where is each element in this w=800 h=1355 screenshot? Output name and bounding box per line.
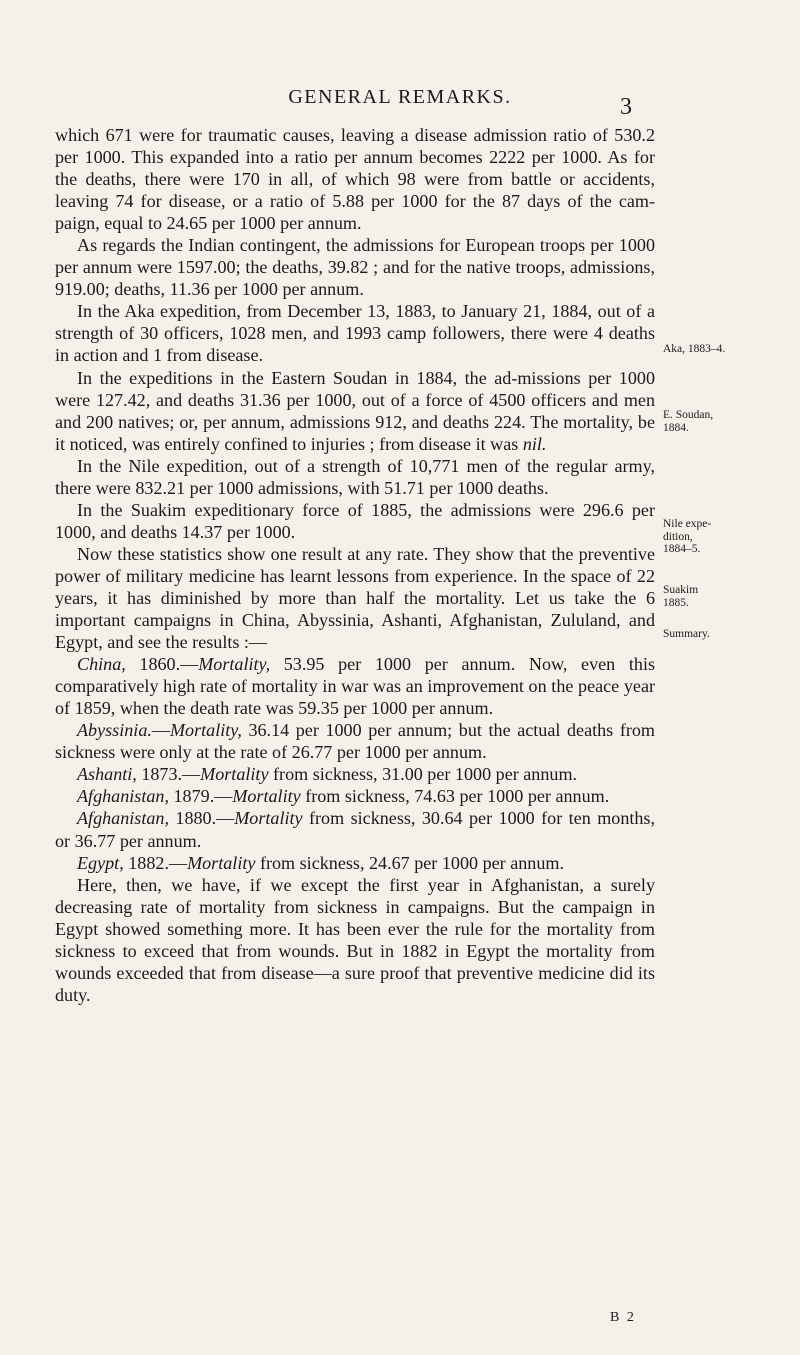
paragraph-afghanistan-1880: Afghanistan, 1880.—Mortality from sickness, 30.64 per 1000 for ten months, or 36.77 per annum.	[55, 808, 655, 851]
margin-note-nile: Nile expe- dition, 1884–5.	[663, 518, 712, 555]
margin-note-aka: Aka, 1883–4.	[663, 343, 726, 355]
paragraph-1: which 671 were for traumatic causes, leaving a disease admission ratio of 530.2 per 1000. This expanded into a ratio per annum becomes 2222 per 1000. As for the deaths, there were 170 in all, of which 98 were from battle or accidents, leaving 74 for disease, or a ratio of 5.88 per 1000 for the 87 days of the cam-paign, equal to 24.65 per 1000 per annum.	[55, 125, 655, 234]
paragraph-3: In the Aka expedition, from December 13, 1883, to January 21, 1884, out of a strength of 30 officers, 1028 men, and 1993 camp followers, there were 4 deaths in action and 1 from disease.	[55, 301, 655, 366]
paragraph-conclusion: Here, then, we have, if we except the first year in Afghanistan, a surely decreasing rate of mortality from sickness in campaigns. But the campaign in Egypt showed something more. It has been ever the rule for the mortality from sickness to exceed that from wounds. But in 1882 in Egypt the mortality from wounds exceeded that from disease—a sure proof that preventive medicine did its duty.	[55, 874, 655, 1005]
running-header: GENERAL REMARKS.	[288, 86, 512, 108]
paragraph-ashanti: Ashanti, 1873.—Mortality from sickness, 31.00 per 1000 per annum.	[77, 764, 578, 785]
paragraph-china: China, 1860.—Mortality, 53.95 per 1000 per annum. Now, even this comparatively high rate of mortality in war was an improvement on the peace year of 1859, when the death rate was 59.35 per 1000 per annum.	[55, 654, 656, 719]
margin-note-suakim: Suakim 1885.	[663, 584, 699, 609]
page-number: 3	[620, 94, 632, 120]
paragraph-7: Now these statistics show one result at any rate. They show that the preventive power of military medicine has learnt lessons from experience. In the space of 22 years, it has diminished by more than half the mortality. Let us take the 6 important campaigns in China, Abyssinia, Ashanti, Afghanistan, Zululand, and Egypt, and see the results :—	[55, 543, 655, 653]
paragraph-2: As regards the Indian contingent, the admissions for European troops per 1000 per annum were 1597.00; the deaths, 39.82 ; and for the native troops, admissions, 919.00; deaths, 11.36 per 1000 per annum.	[55, 235, 655, 300]
paragraph-4: In the expeditions in the Eastern Soudan in 1884, the ad-missions per 1000 were 127.42, and deaths 31.36 per 1000, out of a force of 4500 officers and men and 200 natives; or, per annum, admissions 912, and deaths 224. The mortality, be it noticed, was entirely confined to injuries ; from disease it was nil.	[55, 367, 655, 454]
margin-note-soudan: E. Soudan, 1884.	[663, 409, 714, 434]
paragraph-abyssinia: Abyssinia.—Mortality, 36.14 per 1000 per annum; but the actual deaths from sickness were only at the rate of 26.77 per 1000 per annum.	[55, 720, 655, 763]
paragraph-5: In the Nile expedition, out of a strength of 10,771 men of the regular army, there were 832.21 per 1000 admissions, with 51.71 per 1000 deaths.	[55, 455, 655, 498]
paragraph-6: In the Suakim expeditionary force of 1885, the admissions were 296.6 per 1000, and deaths 14.37 per 1000.	[55, 499, 655, 542]
signature-mark: B 2	[610, 1310, 636, 1325]
body-text	[55, 124, 655, 1006]
paragraph-egypt: Egypt, 1882.—Mortality from sickness, 24.67 per 1000 per annum.	[77, 852, 564, 873]
margin-note-summary: Summary.	[663, 628, 710, 640]
paragraph-afghanistan-1879: Afghanistan, 1879.—Mortality from sickness, 74.63 per 1000 per annum.	[77, 786, 610, 807]
